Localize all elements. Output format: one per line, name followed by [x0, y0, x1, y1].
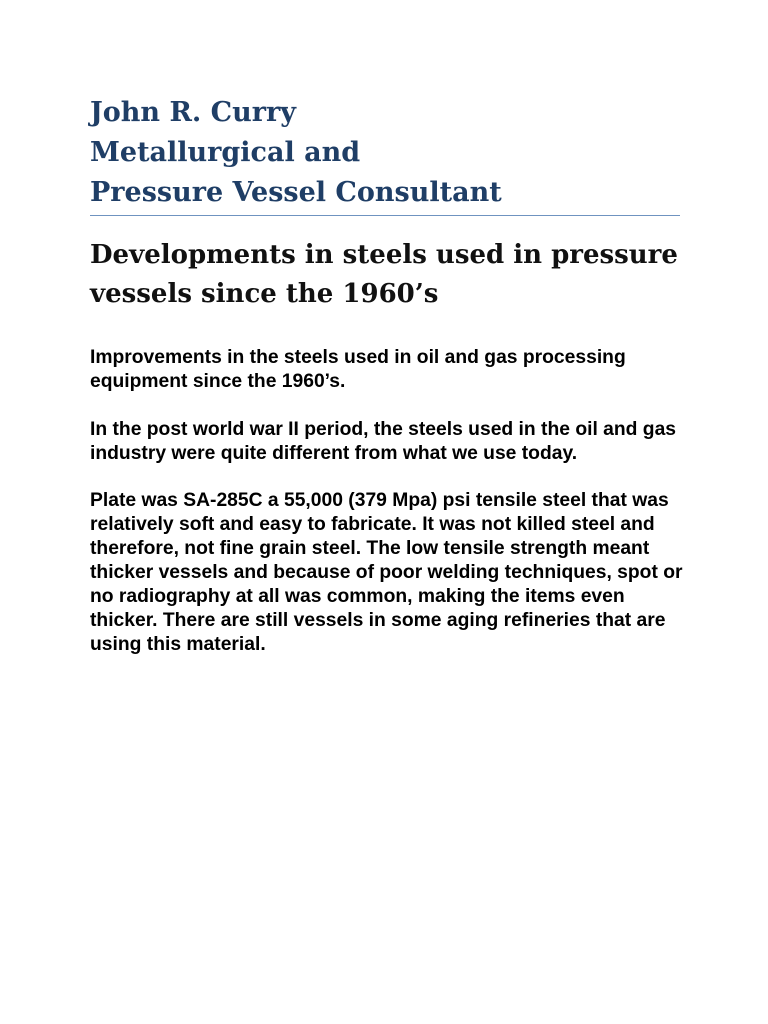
author-role-line-1: Metallurgical and: [90, 137, 361, 168]
author-role-line-2: Pressure Vessel Consultant: [90, 177, 502, 208]
paragraph-post-war: In the post world war II period, the steels used in the oil and gas industry were quite different from what we use today.: [90, 419, 677, 464]
author-header: [90, 93, 680, 213]
paragraph-plate-steel: Plate was SA-285C a 55,000 (379 Mpa) psi tensile steel that was relatively soft and easy to fabricate. It was not killed steel and therefore, not fine grain steel. The low tensile strength meant thicker vessels and because of poor welding techniques, spot or no radiography at all was common, making the items even thicker. There are still vessels in some aging refineries that are using this material.: [90, 490, 683, 655]
paragraph-intro: Improvements in the steels used in oil and gas processing equipment since the 1960’s.: [90, 347, 626, 392]
author-name: John R. Curry: [90, 97, 296, 128]
header-divider: [90, 215, 680, 216]
document-title: Developments in steels used in pressure vessels since the 1960’s: [90, 240, 678, 309]
